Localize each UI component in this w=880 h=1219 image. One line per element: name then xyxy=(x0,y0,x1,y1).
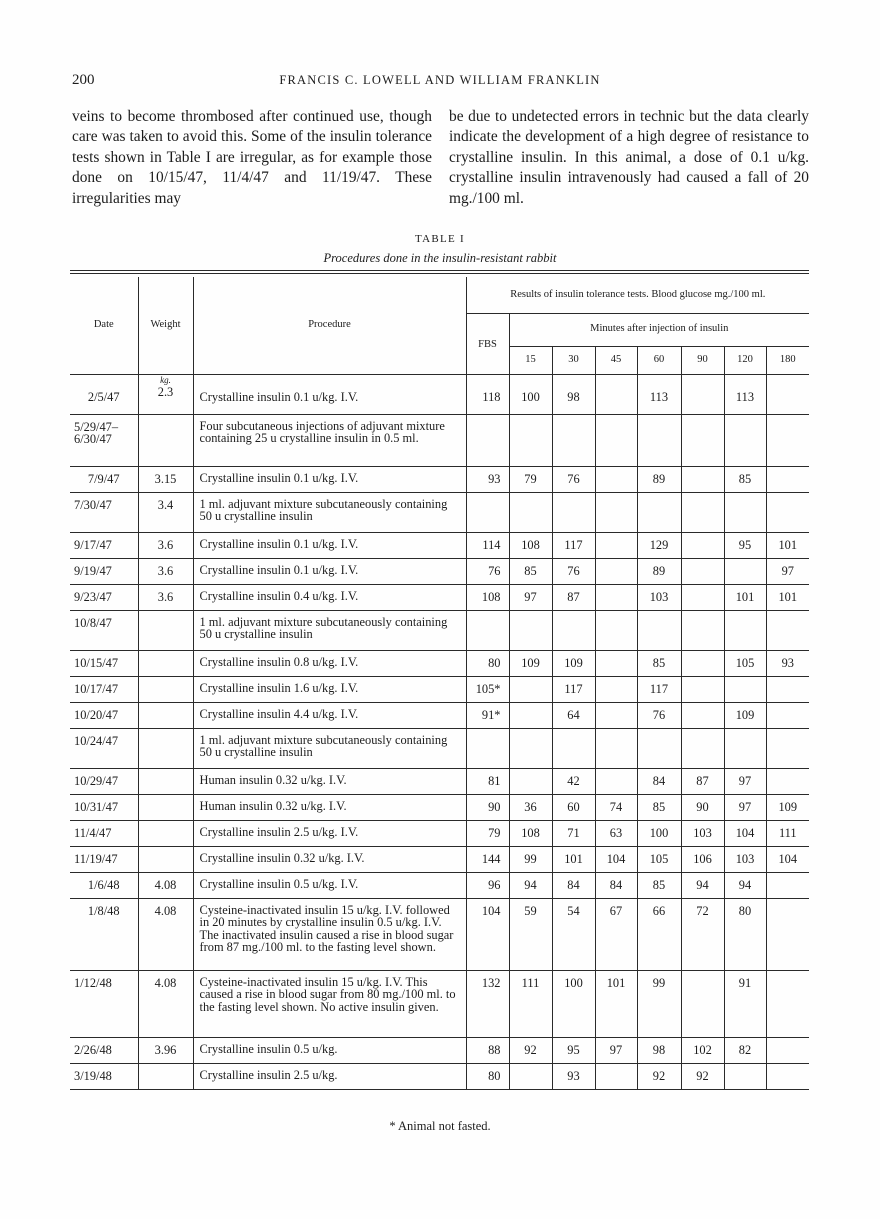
cell-procedure: Crystalline insulin 0.32 u/kg. I.V. xyxy=(193,846,466,872)
cell-date: 2/5/47 xyxy=(70,374,138,414)
cell-glucose-30min: 64 xyxy=(552,702,595,728)
cell-procedure: Four subcutaneous injections of adjuvant mixture containing 25 u crystalline insulin in 0.5 ml. xyxy=(193,414,466,466)
cell-glucose-90min: 102 xyxy=(681,1037,724,1063)
cell-glucose-45min: 97 xyxy=(595,1037,637,1063)
cell-glucose-180min: 101 xyxy=(766,584,809,610)
cell-glucose-30min: 101 xyxy=(552,846,595,872)
cell-fbs: 93 xyxy=(466,466,509,492)
cell-glucose-45min xyxy=(595,374,637,414)
body-text-right-column xyxy=(449,107,809,209)
cell-fbs xyxy=(466,728,509,768)
cell-weight xyxy=(138,414,193,466)
table-row xyxy=(70,650,809,676)
cell-fbs: 132 xyxy=(466,970,509,1037)
cell-glucose-90min xyxy=(681,414,724,466)
cell-procedure: Crystalline insulin 0.8 u/kg. I.V. xyxy=(193,650,466,676)
cell-date: 10/20/47 xyxy=(70,702,138,728)
weight-value: 3.15 xyxy=(154,471,177,486)
weight-value: 4.08 xyxy=(154,903,177,918)
cell-glucose-45min xyxy=(595,1063,637,1089)
cell-date: 3/19/48 xyxy=(70,1063,138,1089)
cell-glucose-60min: 100 xyxy=(637,820,681,846)
cell-glucose-180min xyxy=(766,676,809,702)
cell-glucose-30min: 87 xyxy=(552,584,595,610)
weight-value: 3.6 xyxy=(157,589,174,604)
cell-date: 7/30/47 xyxy=(70,492,138,532)
cell-fbs: 114 xyxy=(466,532,509,558)
cell-fbs: 91* xyxy=(466,702,509,728)
cell-glucose-30min: 98 xyxy=(552,374,595,414)
table-row xyxy=(70,702,809,728)
table-row xyxy=(70,820,809,846)
cell-glucose-45min xyxy=(595,466,637,492)
cell-glucose-180min: 109 xyxy=(766,794,809,820)
table-row xyxy=(70,970,809,1037)
cell-glucose-90min xyxy=(681,676,724,702)
cell-glucose-120min: 101 xyxy=(724,584,766,610)
cell-weight xyxy=(138,650,193,676)
table-caption: Procedures done in the insulin-resistant rabbit xyxy=(323,251,557,265)
cell-glucose-45min xyxy=(595,728,637,768)
cell-glucose-30min xyxy=(552,728,595,768)
weight-value: 4.08 xyxy=(154,975,177,990)
cell-fbs: 96 xyxy=(466,872,509,898)
weight-value: 3.6 xyxy=(157,563,174,578)
cell-glucose-15min xyxy=(509,768,552,794)
cell-glucose-45min xyxy=(595,768,637,794)
cell-weight xyxy=(138,970,193,1037)
cell-date: 11/19/47 xyxy=(70,846,138,872)
cell-weight xyxy=(138,558,193,584)
cell-glucose-15min xyxy=(509,414,552,466)
cell-glucose-15min: 85 xyxy=(509,558,552,584)
cell-procedure: Crystalline insulin 1.6 u/kg. I.V. xyxy=(193,676,466,702)
header-minute-120: 120 xyxy=(724,346,766,374)
cell-glucose-30min: 95 xyxy=(552,1037,595,1063)
weight-value: 3.96 xyxy=(154,1042,177,1057)
cell-weight xyxy=(138,702,193,728)
cell-glucose-45min xyxy=(595,650,637,676)
cell-weight xyxy=(138,676,193,702)
cell-glucose-45min: 84 xyxy=(595,872,637,898)
cell-fbs: 88 xyxy=(466,1037,509,1063)
cell-glucose-15min: 108 xyxy=(509,532,552,558)
cell-procedure: Crystalline insulin 0.5 u/kg. xyxy=(193,1037,466,1063)
cell-glucose-60min: 92 xyxy=(637,1063,681,1089)
cell-weight xyxy=(138,466,193,492)
cell-glucose-180min: 97 xyxy=(766,558,809,584)
cell-glucose-120min: 95 xyxy=(724,532,766,558)
cell-weight xyxy=(138,846,193,872)
cell-glucose-60min: 84 xyxy=(637,768,681,794)
cell-date: 1/12/48 xyxy=(70,970,138,1037)
cell-fbs: 104 xyxy=(466,898,509,970)
cell-glucose-60min xyxy=(637,414,681,466)
cell-glucose-90min xyxy=(681,374,724,414)
cell-glucose-120min xyxy=(724,414,766,466)
cell-glucose-90min xyxy=(681,650,724,676)
table-row xyxy=(70,584,809,610)
cell-procedure: 1 ml. adjuvant mixture subcutaneously containing 50 u crystalline insulin xyxy=(193,492,466,532)
cell-glucose-180min xyxy=(766,970,809,1037)
table-row xyxy=(70,846,809,872)
cell-date: 10/24/47 xyxy=(70,728,138,768)
cell-glucose-60min: 98 xyxy=(637,1037,681,1063)
cell-glucose-180min xyxy=(766,492,809,532)
cell-fbs: 80 xyxy=(466,650,509,676)
cell-glucose-30min: 84 xyxy=(552,872,595,898)
cell-weight xyxy=(138,1063,193,1089)
cell-glucose-180min xyxy=(766,466,809,492)
cell-glucose-30min: 76 xyxy=(552,558,595,584)
cell-procedure: Crystalline insulin 0.1 u/kg. I.V. xyxy=(193,532,466,558)
cell-weight xyxy=(138,898,193,970)
cell-fbs: 76 xyxy=(466,558,509,584)
cell-glucose-45min: 104 xyxy=(595,846,637,872)
cell-procedure: Crystalline insulin 2.5 u/kg. xyxy=(193,1063,466,1089)
cell-glucose-90min xyxy=(681,466,724,492)
cell-weight xyxy=(138,768,193,794)
table-row xyxy=(70,768,809,794)
cell-glucose-45min xyxy=(595,414,637,466)
cell-glucose-60min: 113 xyxy=(637,374,681,414)
cell-glucose-120min xyxy=(724,492,766,532)
cell-glucose-90min: 87 xyxy=(681,768,724,794)
cell-glucose-15min: 109 xyxy=(509,650,552,676)
cell-procedure: 1 ml. adjuvant mixture subcutaneously containing 50 u crystalline insulin xyxy=(193,610,466,650)
cell-procedure: Crystalline insulin 0.4 u/kg. I.V. xyxy=(193,584,466,610)
cell-glucose-120min: 97 xyxy=(724,794,766,820)
table-top-rule-inner xyxy=(70,273,809,274)
cell-fbs: 80 xyxy=(466,1063,509,1089)
cell-date: 10/17/47 xyxy=(70,676,138,702)
table-top-rule xyxy=(70,270,809,271)
cell-glucose-15min: 97 xyxy=(509,584,552,610)
table-row xyxy=(70,414,809,466)
cell-procedure: 1 ml. adjuvant mixture subcutaneously containing 50 u crystalline insulin xyxy=(193,728,466,768)
cell-glucose-15min: 111 xyxy=(509,970,552,1037)
header-minutes: Minutes after injection of insulin xyxy=(509,313,809,346)
cell-date: 1/8/48 xyxy=(70,898,138,970)
cell-fbs: 144 xyxy=(466,846,509,872)
cell-glucose-120min: 113 xyxy=(724,374,766,414)
cell-glucose-90min: 106 xyxy=(681,846,724,872)
cell-glucose-30min: 76 xyxy=(552,466,595,492)
cell-glucose-120min: 91 xyxy=(724,970,766,1037)
cell-glucose-180min: 101 xyxy=(766,532,809,558)
cell-glucose-45min xyxy=(595,702,637,728)
header-minute-60: 60 xyxy=(637,346,681,374)
cell-glucose-90min: 72 xyxy=(681,898,724,970)
cell-glucose-15min xyxy=(509,728,552,768)
header-results xyxy=(466,277,809,313)
header-weight: Weight xyxy=(138,277,193,374)
cell-fbs xyxy=(466,492,509,532)
cell-glucose-30min xyxy=(552,610,595,650)
cell-glucose-90min xyxy=(681,610,724,650)
cell-weight xyxy=(138,492,193,532)
cell-weight xyxy=(138,820,193,846)
header-minute-30: 30 xyxy=(552,346,595,374)
cell-glucose-120min: 104 xyxy=(724,820,766,846)
table-row xyxy=(70,374,809,414)
cell-glucose-90min xyxy=(681,532,724,558)
weight-value: 2.3 xyxy=(157,384,174,399)
cell-glucose-15min: 59 xyxy=(509,898,552,970)
table-footnote: * Animal not fasted. xyxy=(389,1119,491,1133)
cell-procedure: Cysteine-inactivated insulin 15 u/kg. I.V. followed in 20 minutes by crystalline insulin 0.5 u/kg. I.V. The inactivated insulin caused a rise in blood sugar from 87 mg./100 ml. to the fasting level shown. xyxy=(193,898,466,970)
cell-glucose-30min: 60 xyxy=(552,794,595,820)
table-row xyxy=(70,466,809,492)
cell-glucose-15min xyxy=(509,676,552,702)
cell-glucose-120min: 97 xyxy=(724,768,766,794)
cell-glucose-180min xyxy=(766,414,809,466)
cell-glucose-15min: 36 xyxy=(509,794,552,820)
cell-glucose-180min xyxy=(766,610,809,650)
cell-glucose-60min: 105 xyxy=(637,846,681,872)
table-row xyxy=(70,676,809,702)
table-label: TABLE I xyxy=(414,233,466,245)
table-row xyxy=(70,1037,809,1063)
weight-value: 4.08 xyxy=(154,877,177,892)
cell-glucose-90min xyxy=(681,558,724,584)
cell-procedure: Crystalline insulin 2.5 u/kg. I.V. xyxy=(193,820,466,846)
header-minute-180: 180 xyxy=(766,346,809,374)
cell-date: 11/4/47 xyxy=(70,820,138,846)
cell-glucose-60min: 76 xyxy=(637,702,681,728)
cell-fbs: 108 xyxy=(466,584,509,610)
cell-glucose-45min: 74 xyxy=(595,794,637,820)
table-row xyxy=(70,558,809,584)
cell-glucose-15min xyxy=(509,702,552,728)
cell-glucose-120min: 103 xyxy=(724,846,766,872)
cell-glucose-180min: 104 xyxy=(766,846,809,872)
cell-glucose-90min xyxy=(681,492,724,532)
table-row xyxy=(70,728,809,768)
cell-procedure: Crystalline insulin 0.1 u/kg. I.V. xyxy=(193,374,466,414)
cell-date: 2/26/48 xyxy=(70,1037,138,1063)
table-row xyxy=(70,492,809,532)
cell-glucose-60min: 85 xyxy=(637,650,681,676)
cell-glucose-15min: 99 xyxy=(509,846,552,872)
cell-glucose-60min: 103 xyxy=(637,584,681,610)
cell-glucose-60min xyxy=(637,728,681,768)
cell-glucose-45min xyxy=(595,532,637,558)
weight-unit: kg. xyxy=(160,374,171,385)
page-number: 200 xyxy=(72,72,95,88)
cell-glucose-120min: 105 xyxy=(724,650,766,676)
cell-glucose-45min xyxy=(595,558,637,584)
cell-date: 9/19/47 xyxy=(70,558,138,584)
cell-glucose-30min xyxy=(552,492,595,532)
cell-procedure: Cysteine-inactivated insulin 15 u/kg. I.V. This caused a rise in blood sugar from 80 mg./100 ml. to the fasting level shown. No active insulin given. xyxy=(193,970,466,1037)
cell-weight xyxy=(138,1037,193,1063)
cell-glucose-15min: 108 xyxy=(509,820,552,846)
table-row xyxy=(70,794,809,820)
cell-glucose-120min: 109 xyxy=(724,702,766,728)
cell-glucose-60min: 89 xyxy=(637,466,681,492)
cell-glucose-120min: 94 xyxy=(724,872,766,898)
cell-glucose-180min xyxy=(766,872,809,898)
cell-glucose-120min xyxy=(724,728,766,768)
cell-weight xyxy=(138,872,193,898)
cell-weight xyxy=(138,794,193,820)
right-paragraph: be due to undetected errors in technic but the data clearly indicate the development of a high degree of resistance to crystalline insulin. In this animal, a dose of 0.1 u/kg. crystalline insulin intravenously had caused a fall of 20 mg./100 ml. xyxy=(449,108,809,207)
cell-procedure: Human insulin 0.32 u/kg. I.V. xyxy=(193,768,466,794)
cell-glucose-15min: 100 xyxy=(509,374,552,414)
cell-glucose-180min xyxy=(766,1037,809,1063)
cell-glucose-30min: 100 xyxy=(552,970,595,1037)
cell-glucose-30min: 54 xyxy=(552,898,595,970)
cell-fbs: 81 xyxy=(466,768,509,794)
cell-date: 1/6/48 xyxy=(70,872,138,898)
cell-date: 10/15/47 xyxy=(70,650,138,676)
cell-glucose-120min xyxy=(724,676,766,702)
cell-glucose-15min xyxy=(509,610,552,650)
cell-glucose-60min: 66 xyxy=(637,898,681,970)
cell-glucose-120min xyxy=(724,558,766,584)
cell-procedure: Crystalline insulin 0.1 u/kg. I.V. xyxy=(193,558,466,584)
table-row xyxy=(70,1063,809,1089)
header-minute-15: 15 xyxy=(509,346,552,374)
cell-glucose-180min xyxy=(766,768,809,794)
cell-glucose-30min: 93 xyxy=(552,1063,595,1089)
body-text-left-column xyxy=(72,107,432,209)
cell-glucose-60min: 99 xyxy=(637,970,681,1037)
cell-date: 5/29/47– 6/30/47 xyxy=(70,414,138,466)
cell-glucose-30min: 109 xyxy=(552,650,595,676)
cell-glucose-45min xyxy=(595,610,637,650)
weight-value: 3.4 xyxy=(157,497,174,512)
cell-fbs: 90 xyxy=(466,794,509,820)
cell-glucose-60min xyxy=(637,610,681,650)
cell-glucose-60min: 89 xyxy=(637,558,681,584)
cell-fbs: 118 xyxy=(466,374,509,414)
cell-glucose-180min xyxy=(766,898,809,970)
cell-glucose-45min xyxy=(595,584,637,610)
cell-procedure: Human insulin 0.32 u/kg. I.V. xyxy=(193,794,466,820)
cell-glucose-180min xyxy=(766,728,809,768)
table-row xyxy=(70,532,809,558)
cell-date: 10/31/47 xyxy=(70,794,138,820)
page-header xyxy=(72,72,808,92)
cell-glucose-60min xyxy=(637,492,681,532)
cell-glucose-15min xyxy=(509,1063,552,1089)
weight-value: 3.6 xyxy=(157,537,174,552)
cell-glucose-120min: 80 xyxy=(724,898,766,970)
table-row xyxy=(70,872,809,898)
cell-glucose-15min: 79 xyxy=(509,466,552,492)
cell-glucose-30min: 117 xyxy=(552,676,595,702)
cell-glucose-180min: 93 xyxy=(766,650,809,676)
cell-weight xyxy=(138,584,193,610)
table-row xyxy=(70,898,809,970)
cell-fbs: 79 xyxy=(466,820,509,846)
cell-glucose-15min: 94 xyxy=(509,872,552,898)
header-results-text: Results of insulin tolerance tests. Blood glucose mg./100 ml. xyxy=(510,288,766,300)
cell-fbs xyxy=(466,414,509,466)
table-row xyxy=(70,610,809,650)
cell-glucose-180min: 111 xyxy=(766,820,809,846)
cell-glucose-180min xyxy=(766,1063,809,1089)
cell-date: 10/8/47 xyxy=(70,610,138,650)
cell-weight xyxy=(138,532,193,558)
cell-glucose-180min xyxy=(766,702,809,728)
cell-glucose-90min xyxy=(681,584,724,610)
cell-glucose-90min: 94 xyxy=(681,872,724,898)
running-head: FRANCIS C. LOWELL AND WILLIAM FRANKLIN xyxy=(279,73,601,87)
cell-glucose-90min: 92 xyxy=(681,1063,724,1089)
cell-glucose-45min xyxy=(595,676,637,702)
cell-glucose-45min: 101 xyxy=(595,970,637,1037)
cell-procedure: Crystalline insulin 0.5 u/kg. I.V. xyxy=(193,872,466,898)
cell-glucose-15min xyxy=(509,492,552,532)
cell-glucose-30min: 42 xyxy=(552,768,595,794)
header-fbs: FBS xyxy=(466,313,509,374)
table-container xyxy=(70,270,809,1090)
cell-procedure: Crystalline insulin 4.4 u/kg. I.V. xyxy=(193,702,466,728)
cell-date: 10/29/47 xyxy=(70,768,138,794)
cell-glucose-90min xyxy=(681,702,724,728)
cell-weight xyxy=(138,610,193,650)
cell-glucose-30min xyxy=(552,414,595,466)
cell-glucose-45min: 67 xyxy=(595,898,637,970)
header-minute-45: 45 xyxy=(595,346,637,374)
cell-glucose-120min: 85 xyxy=(724,466,766,492)
cell-weight xyxy=(138,728,193,768)
cell-glucose-30min: 71 xyxy=(552,820,595,846)
cell-fbs xyxy=(466,610,509,650)
header-minute-90: 90 xyxy=(681,346,724,374)
cell-glucose-90min xyxy=(681,970,724,1037)
cell-fbs: 105* xyxy=(466,676,509,702)
left-paragraph: veins to become thrombosed after continued use, though care was taken to avoid this. Some of the insulin tolerance tests shown in Table I are irregular, as for example those done on 10/15/47, 11/4/47 and 11/19/47. These irregularities may xyxy=(72,108,432,207)
cell-weight xyxy=(138,374,193,414)
cell-glucose-120min xyxy=(724,1063,766,1089)
cell-glucose-45min xyxy=(595,492,637,532)
cell-glucose-120min xyxy=(724,610,766,650)
cell-glucose-60min: 85 xyxy=(637,872,681,898)
data-table xyxy=(70,277,809,1090)
cell-glucose-90min xyxy=(681,728,724,768)
cell-glucose-60min: 85 xyxy=(637,794,681,820)
cell-glucose-15min: 92 xyxy=(509,1037,552,1063)
cell-glucose-45min: 63 xyxy=(595,820,637,846)
cell-glucose-60min: 117 xyxy=(637,676,681,702)
cell-date: 9/23/47 xyxy=(70,584,138,610)
cell-glucose-180min xyxy=(766,374,809,414)
cell-glucose-120min: 82 xyxy=(724,1037,766,1063)
cell-glucose-90min: 103 xyxy=(681,820,724,846)
cell-date: 9/17/47 xyxy=(70,532,138,558)
cell-procedure: Crystalline insulin 0.1 u/kg. I.V. xyxy=(193,466,466,492)
cell-glucose-30min: 117 xyxy=(552,532,595,558)
header-procedure: Procedure xyxy=(193,277,466,374)
cell-glucose-90min: 90 xyxy=(681,794,724,820)
cell-date: 7/9/47 xyxy=(70,466,138,492)
header-date: Date xyxy=(70,277,138,374)
cell-glucose-60min: 129 xyxy=(637,532,681,558)
